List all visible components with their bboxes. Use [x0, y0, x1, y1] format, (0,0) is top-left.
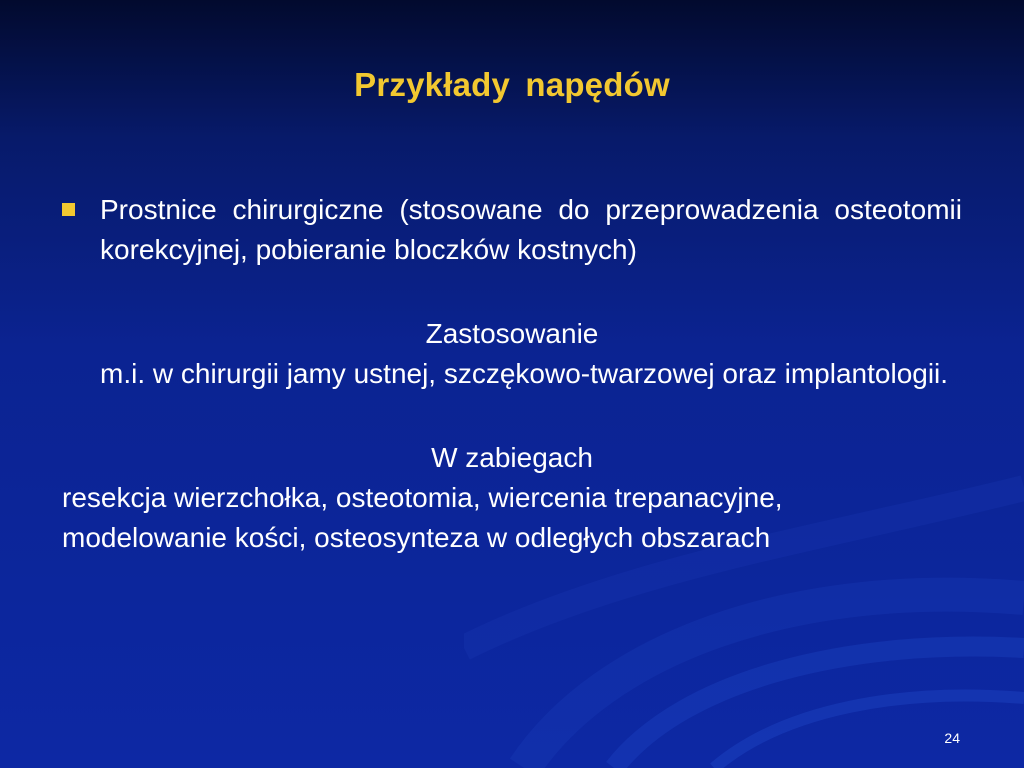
square-bullet-icon: [62, 203, 75, 216]
usage-heading: Zastosowanie: [425, 318, 599, 349]
procedures-line-2: modelowanie kości, osteosynteza w odległych obszarach: [62, 522, 771, 553]
usage-text: m.i. w chirurgii jamy ustnej, szczękowo-twarzowej oraz implantologii.: [100, 358, 949, 389]
procedures-heading: W zabiegach: [431, 442, 593, 473]
bullet-text: Prostnice chirurgiczne (stosowane do przeprowadzenia osteotomii korekcyjnej, pobieranie bloczków kostnych): [100, 194, 962, 265]
slide-content: [62, 190, 962, 558]
page-number: 24: [944, 730, 960, 746]
procedures-line-1: resekcja wierzchołka, osteotomia, wiercenia trepanacyjne,: [62, 482, 783, 513]
slide-title: Przykłady napędów: [354, 66, 670, 103]
bullet-item: [62, 190, 962, 270]
